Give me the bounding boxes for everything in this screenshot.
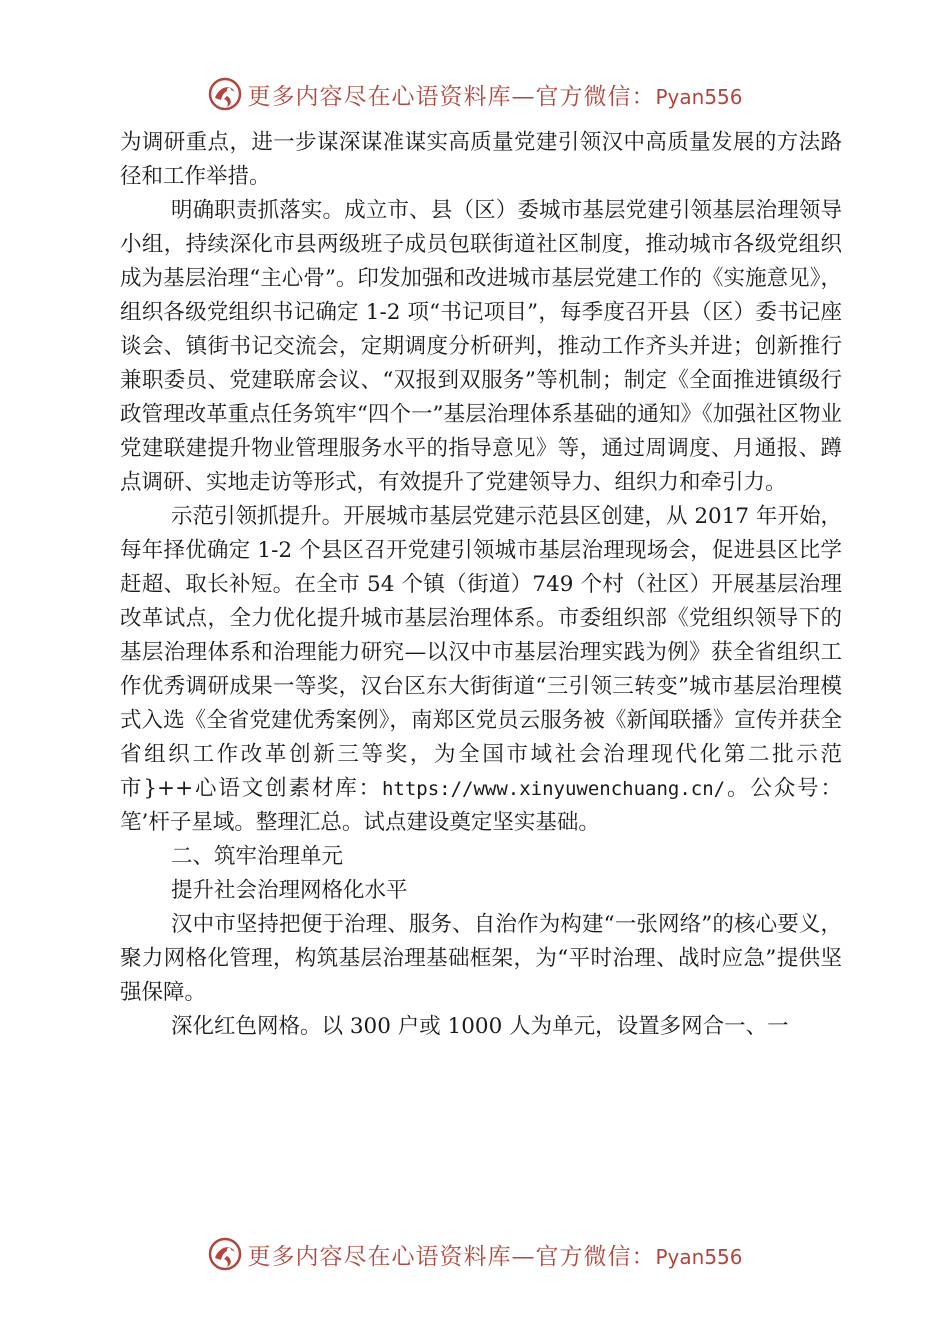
header-watermark-text: [247, 78, 742, 111]
swirl-logo-icon: [207, 1236, 243, 1272]
footer-contact: Pyan556: [655, 1244, 743, 1269]
source-url: https://www.xinyuwenchuang.cn/: [381, 778, 726, 800]
document-body: [120, 126, 842, 1044]
paragraph-grid-governance: 汉中市坚持把便于治理、服务、自治作为构建“一张网络”的核心要义，聚力网格化管理，构筑基层治理基础框架，为“平时治理、战时应急”提供坚强保障。: [120, 912, 842, 1005]
paragraph-responsibilities: 明确职责抓落实。成立市、县（区）委城市基层党建引领基层治理领导小组，持续深化市县两级班子成员包联街道社区制度，推动城市各级党组织成为基层治理“主心骨”。印发加强和改进城市基层党建工作的《实施意见》，组织各级党组织书记确定 1-2 项“书记项目”，每季度召开县（区）委书记座谈会、镇街书记交流会，定期调度分析研判，推动工作齐头并进；创新推行兼职委员、党建联席会议、“双报到双服务”等机制；制定《全面推进镇级行政管理改革重点任务筑牢“四个一”基层治理体系基础的通知》《加强社区物业党建联建提升物业管理服务水平的指导意见》等，通过周调度、月通报、蹲点调研、实地走访等形式，有效提升了党建领导力、组织力和牵引力。: [120, 198, 842, 495]
paragraph-red-grid: 深化红色网格。以 300 户或 1000 人为单元，设置多网合一、一: [171, 1014, 789, 1039]
paragraph-demonstration: [120, 500, 842, 840]
header-text: 更多内容尽在心语资料库—官方微信：: [247, 83, 656, 110]
paragraph-continued: 为调研重点，进一步谋深谋准谋实高质量党建引领汉中高质量发展的方法路径和工作举措。: [120, 130, 842, 189]
paragraph-demonstration-tail: 。公众号：笔’杆子星域。整理汇总。试点建设奠定坚实基础。: [120, 776, 842, 835]
footer-watermark-text: [247, 1238, 742, 1271]
subsection-heading: 提升社会治理网格化水平: [171, 878, 408, 903]
footer-watermark: [0, 1234, 950, 1274]
header-watermark: [0, 74, 950, 114]
swirl-logo-icon: [207, 76, 243, 112]
header-contact: Pyan556: [655, 84, 743, 109]
footer-text: 更多内容尽在心语资料库—官方微信：: [247, 1243, 656, 1270]
paragraph-demonstration-text: 示范引领抓提升。开展城市基层党建示范县区创建，从 2017 年开始，每年择优确定 1-2 个县区召开党建引领城市基层治理现场会，促进县区比学赶超、取长补短。在全市 54 个镇（街道）749 个村（社区）开展基层治理改革试点，全力优化提升城市基层治理体系。市委组织部《党组织领导下的基层治理体系和治理能力研究—以汉中市基层治理实践为例》获全省组织工作优秀调研成果一等奖，汉台区东大街街道“三引领三转变”城市基层治理模式入选《全省党建优秀案例》，南郑区党员云服务被《新闻联播》宣传并获全省组织工作改革创新三等奖，为全国市域社会治理现代化第二批示范市}++心语文创素材库：: [120, 504, 842, 801]
section-heading: 二、筑牢治理单元: [171, 844, 344, 869]
